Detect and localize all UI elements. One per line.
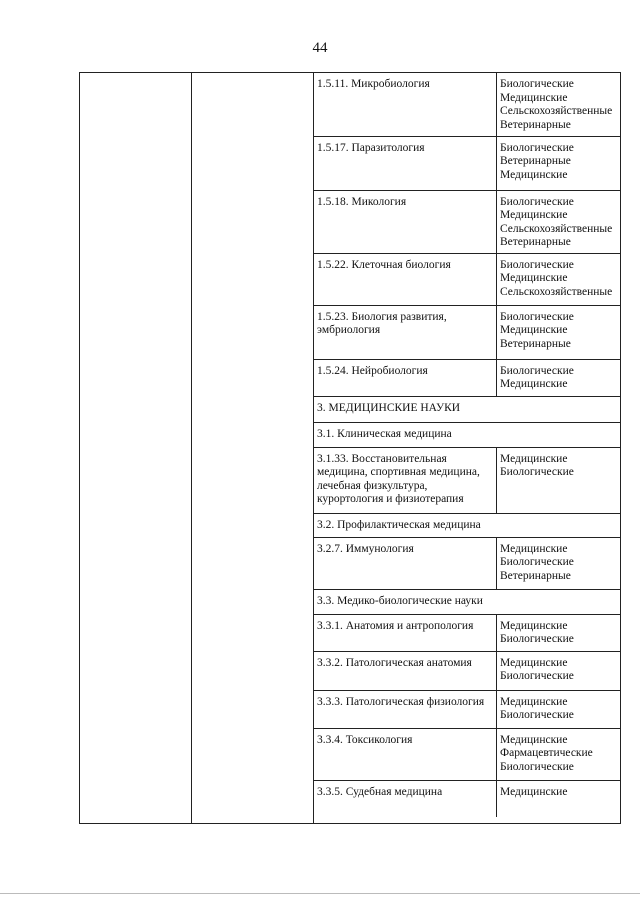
science-branch-item: Медицинские: [500, 168, 568, 181]
specialty-name: 1.5.24. Нейробиология: [314, 359, 497, 396]
section-heading: 3.2. Профилактическая медицина: [314, 513, 621, 537]
table-row: [314, 614, 621, 651]
science-branch-item: Биологические: [500, 195, 574, 208]
table-body-row: [80, 73, 621, 824]
science-branch-item: Медицинские: [500, 324, 568, 336]
science-branch-item: Биологические: [500, 709, 574, 721]
table-row: [314, 780, 621, 817]
specialty-name: 3.3.1. Анатомия и антропология: [314, 614, 497, 651]
section-row: [314, 422, 621, 447]
section-row: [314, 513, 621, 537]
science-branches: [497, 359, 622, 396]
science-branch-item: Ветеринарные: [500, 155, 571, 167]
specialty-name: 3.3.2. Патологическая анатомия: [314, 651, 497, 690]
science-branch-item: Медицинские: [500, 91, 568, 104]
science-branches: [497, 305, 622, 359]
science-branches: [497, 73, 622, 136]
page-bottom-rule: [0, 893, 640, 894]
table-row: [314, 690, 621, 728]
science-branches: [497, 728, 622, 780]
science-branches: [497, 780, 622, 817]
science-branches: [497, 651, 622, 690]
table-row: [314, 728, 621, 780]
specialty-name: 1.5.23. Биология развития, эмбриология: [314, 305, 497, 359]
section-heading: 3.1. Клиническая медицина: [314, 422, 621, 447]
page-number: 44: [312, 40, 328, 56]
specialty-name: 1.5.22. Клеточная биология: [314, 253, 497, 305]
science-branch-item: Сельскохозяйственные: [500, 105, 613, 117]
science-branch-item: Медицинские: [500, 733, 568, 746]
science-branch-item: Ветеринарные: [500, 569, 571, 582]
science-branch-item: Медицинские: [500, 209, 568, 221]
science-branch-item: Медицинские: [500, 378, 568, 390]
science-branches: [497, 447, 622, 513]
science-branch-item: Медицинские: [500, 452, 568, 465]
table-row: [314, 447, 621, 513]
empty-column-1: [80, 73, 192, 824]
science-branch-item: Биологические: [500, 78, 574, 90]
science-branch-item: Биологические: [500, 466, 574, 478]
specialties-table: [79, 72, 621, 824]
specialties-column: [314, 73, 621, 824]
specialty-name: 3.3.4. Токсикология: [314, 728, 497, 780]
table-row: [314, 73, 621, 136]
table-row: [314, 651, 621, 690]
science-branch-item: Ветеринарные: [500, 337, 571, 350]
science-branches: [497, 136, 622, 190]
science-branch-item: Биологические: [500, 310, 574, 323]
science-branches: [497, 614, 622, 651]
science-branches: [497, 190, 622, 253]
specialty-name: 3.2.7. Иммунология: [314, 537, 497, 589]
section-row: [314, 396, 621, 422]
science-branch-item: Сельскохозяйственные: [500, 222, 613, 235]
science-branch-item: Биологические: [500, 760, 574, 773]
science-branches: [497, 690, 622, 728]
specialty-name: 3.1.33. Восстановительная медицина, спортивная медицина, лечебная физкультура, курортология и физиотерапия: [314, 447, 497, 513]
science-branch-item: Ветеринарные: [500, 236, 571, 248]
empty-column-2: [192, 73, 314, 824]
section-row: [314, 589, 621, 614]
specialty-name: 3.3.3. Патологическая физиология: [314, 690, 497, 728]
science-branch-item: Биологические: [500, 364, 574, 377]
science-branch-item: Медицинские: [500, 272, 568, 284]
section-heading: 3. МЕДИЦИНСКИЕ НАУКИ: [314, 396, 621, 422]
table-row: [314, 359, 621, 396]
specialty-name: 1.5.18. Микология: [314, 190, 497, 253]
science-branch-item: Сельскохозяйственные: [500, 285, 613, 298]
table-row: [314, 253, 621, 305]
table-row: [314, 136, 621, 190]
science-branch-item: Биологические: [500, 141, 574, 154]
specialty-name: 1.5.11. Микробиология: [314, 73, 497, 136]
specialties-list: [314, 73, 621, 817]
science-branches: [497, 253, 622, 305]
science-branch-item: Медицинские: [500, 656, 568, 669]
table-row: [314, 537, 621, 589]
science-branch-item: Биологические: [500, 633, 574, 645]
science-branch-item: Фармацевтические: [500, 747, 593, 759]
table-row: [314, 190, 621, 253]
science-branch-item: Медицинские: [500, 542, 568, 555]
science-branch-item: Медицинские: [500, 695, 568, 708]
specialty-name: 1.5.17. Паразитология: [314, 136, 497, 190]
science-branch-item: Биологические: [500, 670, 574, 682]
science-branch-item: Биологические: [500, 556, 574, 568]
table-row: [314, 305, 621, 359]
science-branch-item: Ветеринарные: [500, 118, 571, 131]
science-branch-item: Медицинские: [500, 619, 568, 632]
science-branch-item: Медицинские: [500, 785, 568, 798]
science-branch-item: Биологические: [500, 258, 574, 271]
section-heading: 3.3. Медико-биологические науки: [314, 589, 621, 614]
science-branches: [497, 537, 622, 589]
specialty-name: 3.3.5. Судебная медицина: [314, 780, 497, 817]
